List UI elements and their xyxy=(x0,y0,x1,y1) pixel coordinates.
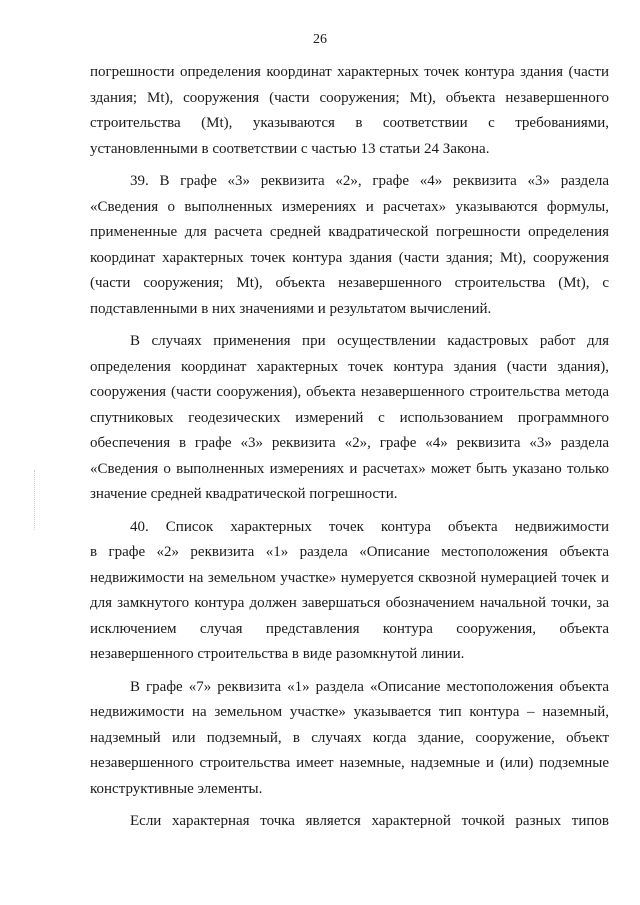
paragraph-39 xyxy=(90,169,609,322)
paragraph-continuation xyxy=(90,60,609,162)
text-line: «Сведения о выполненных измерениях и расчетах» может быть указано только xyxy=(90,460,609,477)
paragraph-satellite xyxy=(90,329,609,508)
text-line: надземный или подземный, в случаях когда здание, сооружение, объект xyxy=(90,729,609,746)
text-line: определения координат характерных точек контура здания (части здания), xyxy=(90,358,609,375)
text-line: обеспечения в графе «3» реквизита «2», графе «4» реквизита «3» раздела xyxy=(90,435,609,451)
text-line: исключением случая представления контура сооружения, объекта xyxy=(90,620,609,637)
text-line: «Сведения о выполненных измерениях и расчетах» указываются формулы, xyxy=(90,198,609,215)
text-line: подставленными в них значениями и результатом вычислений. xyxy=(90,300,492,317)
text-line: примененные для расчета средней квадратической погрешности определения xyxy=(90,224,609,240)
text-line: незавершенного строительства в виде разомкнутой линии. xyxy=(90,646,465,662)
text-line: в графе «2» реквизита «1» раздела «Описание местоположения объекта xyxy=(90,544,609,560)
text-line: недвижимости на земельном участке» указывается тип контура – наземный, xyxy=(90,704,609,720)
document-body xyxy=(90,60,609,842)
text-line: конструктивные элементы. xyxy=(90,780,263,797)
paragraph-contour-type xyxy=(90,675,609,803)
text-line: 39. В графе «3» реквизита «2», графе «4» реквизита «3» раздела xyxy=(130,173,609,189)
text-line: В случаях применения при осуществлении кадастровых работ для xyxy=(130,333,609,349)
text-line: установленными в соответствии с частью 13 статьи 24 Закона. xyxy=(90,140,490,157)
text-line: 40. Список характерных точек контура объекта недвижимости xyxy=(130,518,609,535)
text-line: сооружения (части сооружения), объекта незавершенного строительства метода xyxy=(90,384,609,400)
text-line: здания; Mt), сооружения (части сооружения; Mt), объекта незавершенного xyxy=(90,89,609,106)
text-line: Если характерная точка является характерной точкой разных типов xyxy=(130,813,609,829)
text-line: (части сооружения; Mt), объекта незавершенного строительства (Mt), с xyxy=(90,275,609,291)
text-line: незавершенного строительства имеет наземные, надземные и (или) подземные xyxy=(90,755,609,771)
page-number: 26 xyxy=(313,32,327,47)
text-line: В графе «7» реквизита «1» раздела «Описание местоположения объекта xyxy=(130,678,609,695)
text-line: недвижимости на земельном участке» нумеруется сквозной нумерацией точек и xyxy=(90,569,609,586)
paragraph-characteristic-point xyxy=(90,809,609,835)
text-line: значение средней квадратической погрешности. xyxy=(90,486,398,502)
text-line: координат характерных точек контура здания (части здания; Mt), сооружения xyxy=(90,249,609,266)
text-line: строительства (Mt), указываются в соответствии с требованиями, xyxy=(90,115,609,131)
scan-margin-artifact xyxy=(34,470,36,530)
text-line: для замкнутого контура должен завершаться обозначением начальной точки, за xyxy=(90,595,609,611)
text-line: погрешности определения координат характерных точек контура здания (части xyxy=(90,64,609,80)
text-line: спутниковых геодезических измерений с использованием программного xyxy=(90,409,609,426)
paragraph-40 xyxy=(90,515,609,668)
